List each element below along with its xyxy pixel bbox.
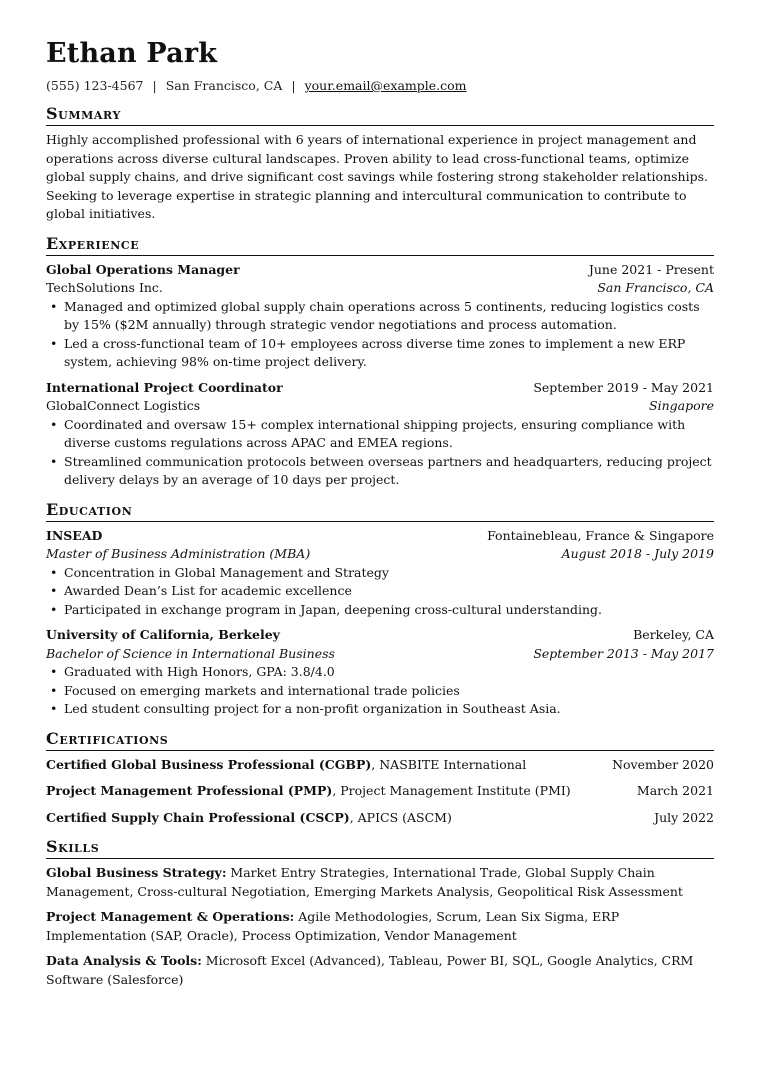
certification-issuer: , Project Management Institute (PMI) (332, 783, 571, 798)
job-header (46, 379, 714, 398)
list-item: • Led student consulting project for a non-profit organization in Southeast Asia. (46, 700, 714, 719)
school-name: University of California, Berkeley (46, 627, 280, 642)
candidate-name: Ethan Park (46, 38, 218, 69)
skill-group-label: Data Analysis & Tools: (46, 953, 202, 968)
certification-row (46, 809, 714, 828)
certification-name: Certified Global Business Professional (CGBP) (46, 756, 372, 772)
school-location: Fontainebleau, France & Singapore (487, 527, 714, 543)
certification-name: Project Management Professional (PMP) (46, 783, 333, 798)
job-company: TechSolutions Inc. (46, 280, 163, 295)
section-title-certifications: Certifications (46, 729, 714, 751)
degree-row (46, 645, 714, 664)
certification-row (46, 756, 714, 775)
job-bullets (46, 416, 714, 490)
degree-name: Master of Business Administration (MBA) (46, 546, 311, 561)
education-entry (46, 527, 714, 620)
job-location: Singapore (649, 398, 714, 413)
list-item: • Managed and optimized global supply chain operations across 5 continents, reducing logistics costs by 15% ($2M annually) through strategic vendor negotiations and process automation. (46, 298, 714, 335)
list-item: • Coordinated and oversaw 15+ complex international shipping projects, ensuring compliance with diverse customs regulations across APAC and EMEA regions. (46, 416, 714, 453)
job-dates: June 2021 - Present (588, 261, 714, 277)
contact-separator: | (152, 78, 157, 93)
section-title-experience: Experience (46, 234, 714, 256)
phone-number: (555) 123-4567 (46, 78, 144, 93)
school-header (46, 626, 714, 645)
list-item: • Participated in exchange program in Japan, deepening cross-cultural understanding. (46, 601, 714, 620)
degree-dates: September 2013 - May 2017 (533, 645, 714, 661)
list-item: • Focused on emerging markets and international trade policies (46, 682, 714, 701)
school-name: INSEAD (46, 527, 103, 543)
job-subheader (46, 279, 714, 298)
skill-group-text: Microsoft Excel (Advanced), Tableau, Power BI, SQL, Google Analytics, CRM Software (Salesforce) (46, 953, 694, 987)
section-title-education: Education (46, 500, 714, 522)
resume-page (46, 38, 714, 996)
skill-group (46, 952, 714, 989)
job-bullets (46, 298, 714, 372)
experience-entry (46, 261, 714, 372)
job-dates: September 2019 - May 2021 (533, 379, 714, 395)
certification-issuer: , NASBITE International (371, 756, 527, 772)
certification-name: Certified Supply Chain Professional (CSCP) (46, 809, 350, 825)
certification-row (46, 782, 714, 801)
degree-row (46, 545, 714, 564)
skill-group-text: Agile Methodologies, Scrum, Lean Six Sigma, ERP Implementation (SAP, Oracle), Process Optimization, Vendor Management (46, 909, 620, 943)
skill-group (46, 864, 714, 901)
skill-group-label: Global Business Strategy: (46, 865, 227, 880)
degree-name: Bachelor of Science in International Business (46, 645, 335, 661)
location: San Francisco, CA (165, 78, 283, 93)
list-item: • Concentration in Global Management and Strategy (46, 564, 714, 583)
list-item: • Streamlined communication protocols between overseas partners and headquarters, reducing project delivery delays by an average of 10 days per project. (46, 453, 714, 490)
job-header (46, 261, 714, 280)
school-location: Berkeley, CA (633, 627, 714, 642)
email-link[interactable]: your.email@example.com (304, 78, 467, 93)
section-title-skills: Skills (46, 837, 714, 859)
certification-date: November 2020 (612, 756, 714, 772)
job-company: GlobalConnect Logistics (46, 398, 201, 413)
degree-dates: August 2018 - July 2019 (561, 546, 714, 561)
list-item: • Awarded Dean’s List for academic excellence (46, 582, 714, 601)
job-role: Global Operations Manager (46, 261, 240, 277)
section-title-summary: Summary (46, 104, 714, 126)
skill-group (46, 908, 714, 945)
job-location: San Francisco, CA (597, 280, 714, 295)
list-item: • Graduated with High Honors, GPA: 3.8/4.0 (46, 663, 714, 682)
contact-separator: | (291, 78, 296, 93)
job-role: International Project Coordinator (46, 379, 283, 395)
certification-date: March 2021 (636, 783, 714, 798)
summary-text: Highly accomplished professional with 6 years of international experience in project management and operations across diverse cultural landscapes. Proven ability to lead cross-functional teams, optimize global supply chains, and drive significant cost savings while fostering strong stakeholder relationships. Seeking to leverage expertise in strategic planning and intercultural communication to contribute to global initiatives. (46, 132, 708, 221)
certification-issuer: , APICS (ASCM) (349, 809, 452, 825)
school-header (46, 527, 714, 546)
certification-date: July 2022 (654, 809, 714, 825)
list-item: • Led a cross-functional team of 10+ employees across diverse time zones to implement a new ERP system, achieving 98% on-time project delivery. (46, 335, 714, 372)
education-bullets (46, 663, 714, 719)
education-entry (46, 626, 714, 719)
contact-line (46, 78, 714, 94)
job-subheader (46, 397, 714, 416)
education-bullets (46, 564, 714, 620)
skill-group-text: Market Entry Strategies, International Trade, Global Supply Chain Management, Cross-cultural Negotiation, Emerging Markets Analysis, Geopolitical Risk Assessment (46, 865, 683, 899)
skill-group-label: Project Management & Operations: (46, 909, 295, 924)
experience-entry (46, 379, 714, 490)
